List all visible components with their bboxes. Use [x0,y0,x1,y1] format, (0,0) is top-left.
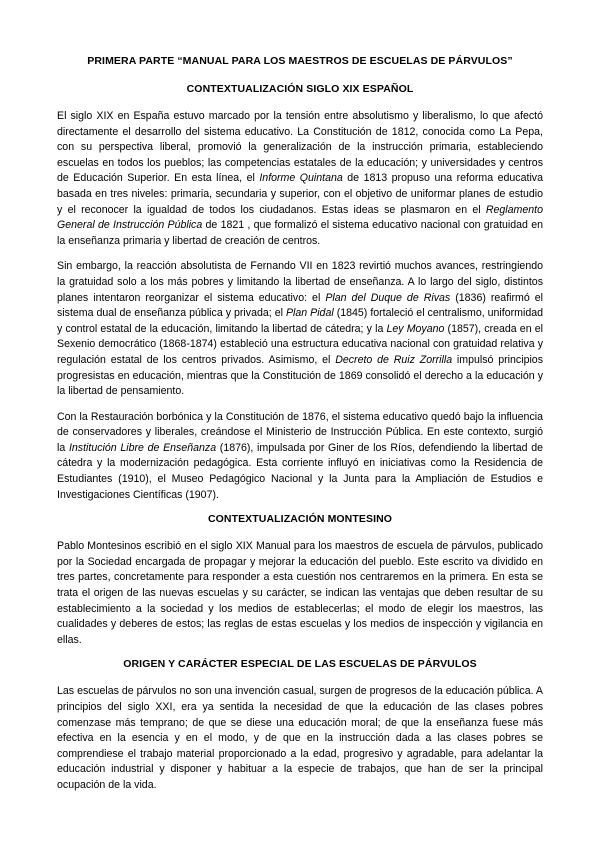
document-body [57,83,543,794]
italic-title: Institución Libre de Enseñanza [68,441,217,454]
text-run: El siglo XIX en España estuvo marcado por la tensión entre absolutismo y liberalismo, lo que afectó directamente el desarrollo del sistema educativo. La Constitución de 1812, conocida como La Pepa, con su perspectiva liberal, promovió la generalización de la instrucción primaria, estableciendo escuelas en todos los pueblos; las competencias estatales de la educación; y universidades y centros de Educación Superior. En esta línea, el [57,110,543,185]
italic-title: Reglamento General de Instrucción Pública [57,203,543,232]
document-title: PRIMERA PARTE “MANUAL PARA LOS MAESTROS DE ESCUELAS DE PÁRVULOS” [87,55,513,67]
body-paragraph [57,410,543,504]
text-run: Sin embargo, la reacción absolutista de Fernando VII en 1823 revirtió muchos avances, restringiendo la gratuidad solo a los más pobres y limitando la libertad de enseñanza. A lo largo del siglo, distintos planes intentaron reorganizar el sistema educativo: el [57,260,543,304]
text-run: de 1813 propuso una reforma educativa basada en tres niveles: primaria, secundaria y superior, con el objetivo de uniformar planes de estudio y el reconocer la igualdad de todos los ciudadanos. Estas ideas se plasmaron en el [57,172,543,216]
text-run: (1857), creada en el Sexenio democrático (1868-1874) estableció una estructura educativa nacional con gratuidad relativa y regulación estatal de los centros privados. Asimismo, el [57,322,543,366]
section-heading: CONTEXTUALIZACIÓN MONTESINO [207,513,393,526]
text-run: Las escuelas de párvulos no son una invención casual, surgen de progresos de la educación pública. A principios del siglo XXI, era ya sentida la necesidad de que la educación de las clases pobres comenzase más temprano; de que se diese una educación moral; de que la enseñanza fuese más efectiva en la esencia y en el modo, y de que en la instrucción dada a las clases pobres se comprendiese el trabajo material proporcionado a la edad, progresivo y agradable, para adelantar la educación industrial y disponer y habituar a la especie de trabajos, que han de ser la principal ocupación de la vida. [57,685,543,791]
italic-title: Plan Pidal [285,307,334,320]
text-run: (1876), impulsada por Giner de los Ríos, defendiendo la libertad de cátedra y la modernización pedagógica. Esta corriente influyó en iniciativas como la Residencia de Estudiantes (1910), el Museo Pedagógico Nacional y la Junta para la Ampliación de Estudios e Investigaciones Científicas (1907). [57,441,543,501]
text-run: impulsó principios progresistas en educación, mientras que la Constitución de 1869 consolidó el derecho a la educación y la libertad de pensamiento. [57,353,543,398]
italic-title: Decreto de Ruiz Zorrilla [335,353,453,366]
text-run: (1845) fortaleció el centralismo, uniformidad y control estatal de la educación, limitando la libertad de cátedra; y la [57,307,544,335]
body-paragraph [57,684,543,793]
text-run: Con la Restauración borbónica y la Constitución de 1876, el sistema educativo quedó bajo la influencia de conservadores y liberales, creándose el Ministerio de Instrucción Pública. En este contexto, surgió la [57,410,543,454]
italic-title: Informe Quintana [259,172,343,185]
italic-title: Plan del Duque de Rivas [325,291,451,304]
body-paragraph [57,259,543,399]
text-run: (1836) reafirmó el sistema dual de enseñanza pública y privada; el [57,291,544,320]
italic-title: Ley Moyano [386,322,445,335]
text-run: de 1821 , que formalizó el sistema educativo nacional con gratuidad en la enseñanza primaria y libertad de creación de centros. [57,219,543,247]
text-run: Pablo Montesinos escribió en el siglo XIX Manual para los maestros de escuela de párvulos, publicado por la Sociedad encargada de propagar y mejorar la educación del pueblo. Este escrito va dividido en tres partes, concretamente para responder a esta cuestión nos centraremos en la primera. En esta se trata el origen de las nuevas escuelas y su carácter, se indican las ventajas que deben resultar de su establecimiento a la sociedad y los medios de establecerlas; el modo de elegir los maestros, las cualidades y deberes de estos; las reglas de estas escuelas y los medios de inspección y vigilancia en ellas. [57,540,543,646]
section-heading: ORIGEN Y CARÁCTER ESPECIAL DE LAS ESCUELAS DE PÁRVULOS [123,658,477,671]
body-paragraph [57,109,543,249]
body-paragraph [57,539,543,648]
section-heading: CONTEXTUALIZACIÓN SIGLO XIX ESPAÑOL [186,83,414,95]
